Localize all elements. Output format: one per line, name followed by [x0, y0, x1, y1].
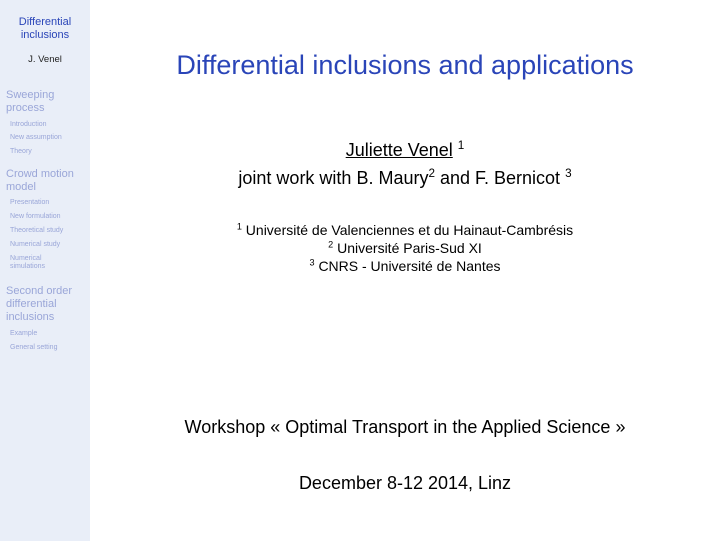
section-line: model: [6, 181, 36, 193]
section-line: Second order: [6, 285, 73, 297]
affiliation-2: [90, 240, 720, 256]
author-affiliation-mark: 1: [457, 139, 465, 152]
affiliation-text: Université de Valenciennes et du Hainaut-Cambrésis: [245, 222, 574, 238]
sidebar-section-sweeping-process[interactable]: [6, 89, 54, 115]
sidebar-item-presentation[interactable]: Presentation: [10, 199, 50, 206]
sidebar-item-introduction[interactable]: Introduction: [10, 121, 47, 128]
coauthor-mark: 3: [565, 167, 572, 180]
joint-work-text: joint work with B. Maury: [238, 168, 429, 188]
joint-work-line: [90, 168, 720, 189]
sidebar-item-new-assumption[interactable]: New assumption: [10, 134, 62, 141]
sidebar-title-line1: Differential: [18, 16, 72, 28]
author-name: Juliette Venel: [345, 140, 453, 160]
affiliation-text: CNRS - Université de Nantes: [318, 258, 501, 274]
sidebar-item-theory[interactable]: Theory: [10, 148, 32, 155]
joint-work-text-2: and F. Bernicot: [434, 168, 561, 188]
section-line: process: [6, 102, 45, 114]
section-line: Sweeping: [6, 89, 55, 101]
affiliation-mark: 1: [236, 221, 242, 232]
sidebar-section-second-order-differential-inclusions[interactable]: [6, 285, 72, 324]
sidebar-item-numerical-study[interactable]: Numerical study: [10, 241, 61, 248]
item-line: Numerical: [10, 255, 42, 262]
section-line: differential: [6, 298, 57, 310]
sidebar-section-crowd-motion-model[interactable]: [6, 168, 74, 194]
sidebar-title[interactable]: [0, 16, 90, 42]
sidebar-title-line2: inclusions: [20, 29, 70, 41]
slide-title: Differential inclusions and applications: [176, 50, 634, 80]
slide-content: [90, 0, 720, 541]
section-line: Crowd motion: [6, 168, 74, 180]
affiliation-3: [90, 258, 720, 274]
affiliation-mark: 2: [328, 239, 334, 250]
workshop-line: Workshop « Optimal Transport in the Applied Science »: [184, 417, 626, 437]
author-line: [90, 140, 720, 161]
navigation-sidebar: [0, 0, 90, 541]
affiliation-text: Université Paris-Sud XI: [337, 240, 482, 256]
sidebar-item-new-formulation[interactable]: New formulation: [10, 213, 61, 220]
sidebar-item-numerical-simulations[interactable]: [10, 255, 45, 271]
coauthor-mark: 2: [428, 167, 435, 180]
date-line: December 8-12 2014, Linz: [298, 473, 512, 493]
affiliation-mark: 3: [309, 257, 315, 268]
section-line: inclusions: [6, 311, 55, 323]
sidebar-item-general-setting[interactable]: General setting: [10, 344, 58, 351]
item-line: simulations: [10, 263, 46, 270]
sidebar-item-example[interactable]: Example: [10, 330, 38, 337]
sidebar-item-theoretical-study[interactable]: Theoretical study: [10, 227, 64, 234]
sidebar-author[interactable]: J. Venel: [28, 54, 62, 65]
affiliation-1: [90, 222, 720, 238]
